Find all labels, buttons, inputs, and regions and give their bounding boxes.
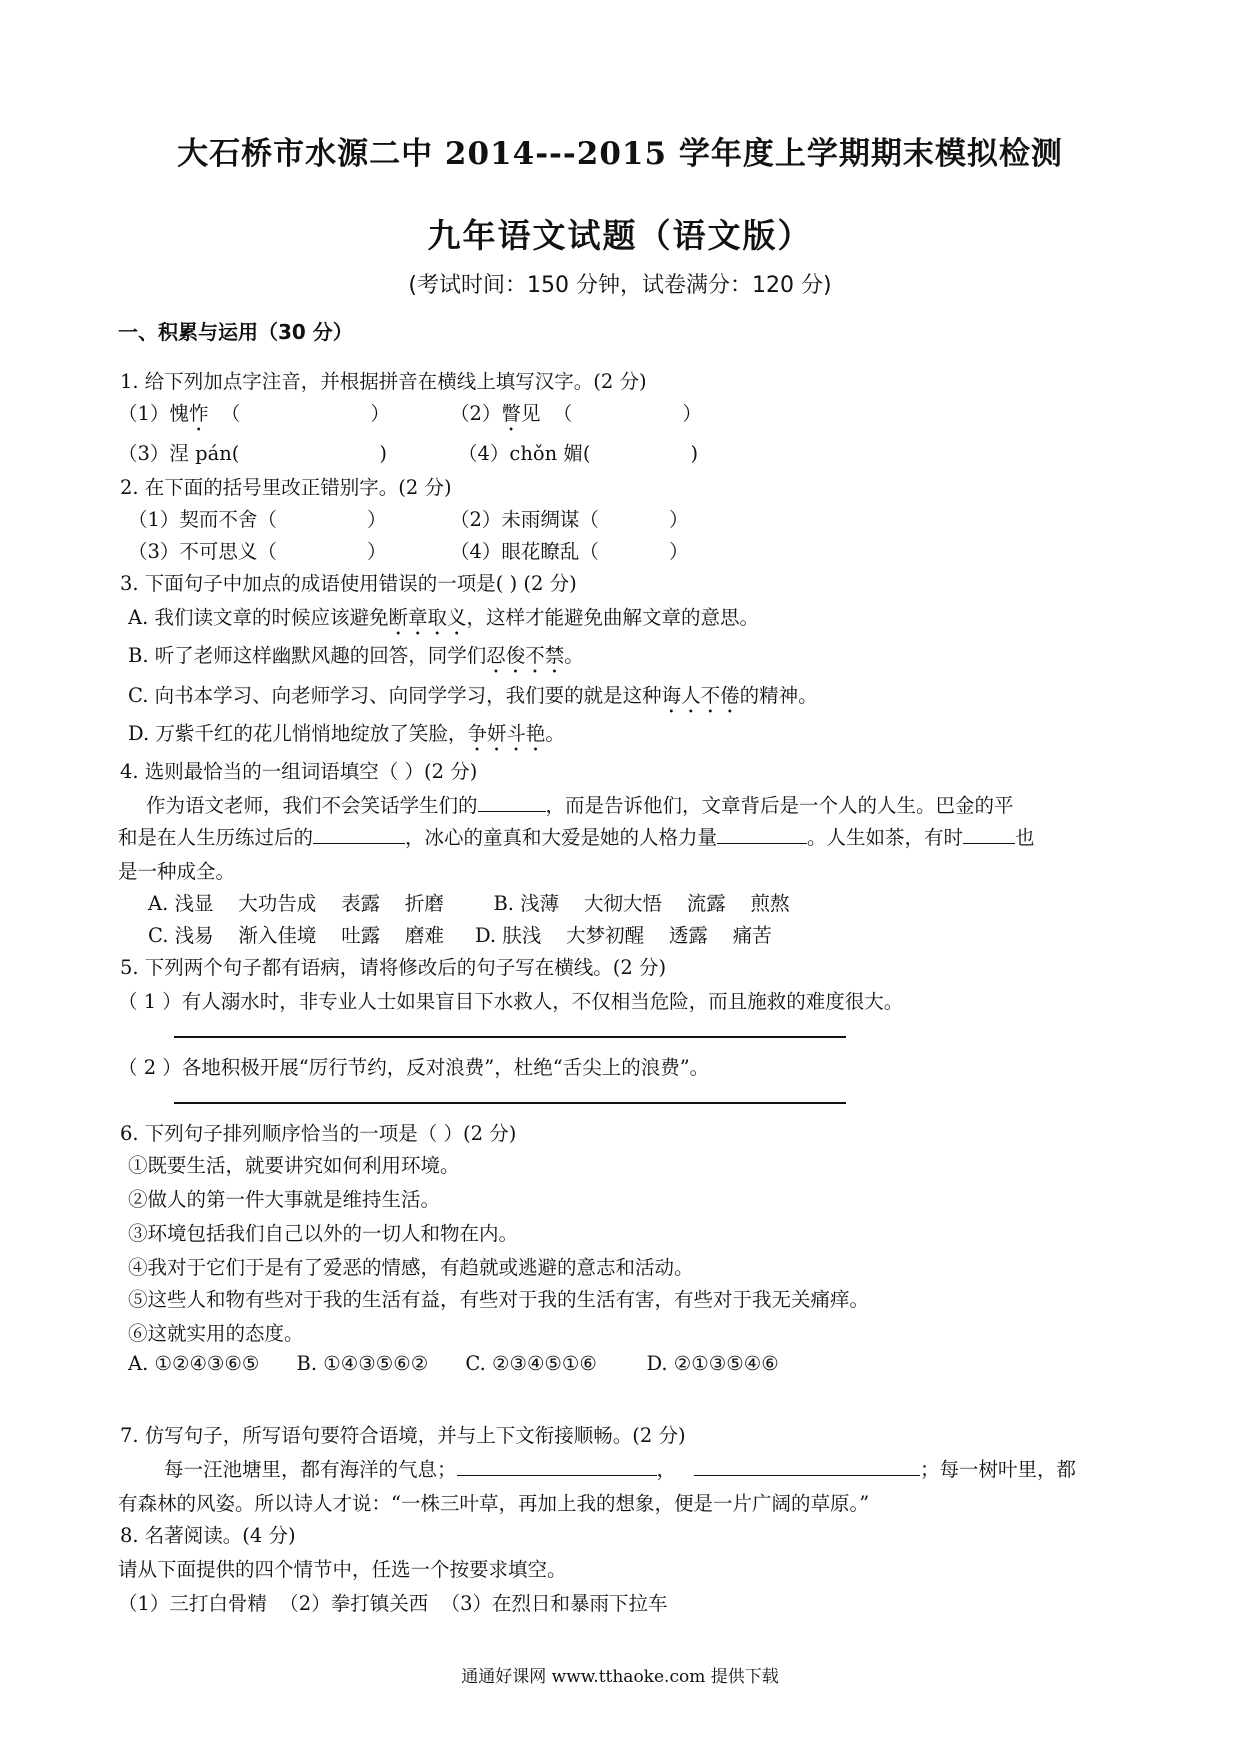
option-text: B. 听了老师这样幽默风趣的回答，同学们 bbox=[128, 644, 487, 667]
paren-close: ） bbox=[668, 540, 689, 563]
passage-text: ，而是告诉他们，文章背后是一个人的人生。巴金的平 bbox=[545, 794, 1014, 817]
item-word: 眼花瞭乱（ bbox=[501, 540, 599, 563]
option-text: ，这样才能避免曲解文章的意思。 bbox=[466, 606, 760, 629]
item-word-dotted: 瞥 bbox=[501, 402, 521, 425]
item-number: （3） bbox=[118, 442, 170, 465]
question-6-item: ⑤这些人和物有些对于我的生活有益，有些对于我的生活有害，有些对于我无关痛痒。 bbox=[128, 1288, 870, 1311]
passage-text: 。人生如茶，有时 bbox=[807, 826, 964, 849]
passage-text: 和是在人生历练过后的 bbox=[118, 826, 314, 849]
question-1-item-2 bbox=[450, 398, 702, 436]
fill-blank[interactable] bbox=[313, 825, 405, 844]
footer-download-note: 通通好课网 www.tthaoke.com 提供下载 bbox=[461, 1667, 779, 1687]
passage-text: ，冰心的童真和大爱是她的人格力量 bbox=[405, 826, 718, 849]
paren-close: ） bbox=[682, 402, 702, 425]
question-4-passage-line-3: 是一种成全。 bbox=[118, 860, 236, 883]
option-text: A. 我们读文章的时候应该避免 bbox=[128, 606, 389, 629]
exam-info: (考试时间：150 分钟，试卷满分：120 分) bbox=[408, 273, 832, 298]
section-title: 一、积累与运用（30 分） bbox=[118, 320, 353, 344]
question-4-options-row-2: C. 浅易 渐入佳境 吐露 磨难 D. 肤浅 大梦初醒 透露 痛苦 bbox=[148, 924, 772, 947]
question-3-option-d bbox=[128, 718, 565, 756]
paren-close: ） bbox=[370, 402, 390, 425]
question-1-item-4 bbox=[458, 438, 698, 466]
item-word-plain: 愧 bbox=[169, 402, 189, 425]
item-word-dotted: 怍 bbox=[188, 402, 209, 425]
fill-blank[interactable] bbox=[694, 1457, 920, 1476]
paren-open: （ bbox=[552, 402, 573, 425]
dotted-idiom: 断章取义 bbox=[388, 606, 467, 629]
passage-text: ， bbox=[656, 1458, 677, 1481]
question-7-passage-line-2: 有森林的风姿。所以诗人才说：“一株三叶草，再加上我的想象，便是一片广阔的草原。” bbox=[118, 1492, 870, 1515]
answer-line[interactable] bbox=[174, 1036, 846, 1038]
question-6-item: ⑥这就实用的态度。 bbox=[128, 1322, 304, 1345]
item-text: chǒn 媚( bbox=[509, 442, 591, 465]
paren-close: ） bbox=[366, 540, 387, 563]
question-6-item: ④我对于它们于是有了爱恶的情感，有趋就或逃避的意志和活动。 bbox=[128, 1256, 694, 1279]
fill-blank[interactable] bbox=[457, 1457, 657, 1476]
item-word-rest: 见 bbox=[520, 402, 541, 425]
question-4-stem: 4. 选则最恰当的一组词语填空（ ）(2 分) bbox=[120, 760, 478, 783]
passage-text: 作为语文老师，我们不会笑话学生们的 bbox=[146, 794, 478, 817]
fill-blank[interactable] bbox=[478, 793, 546, 812]
question-5-stem: 5. 下列两个句子都有语病，请将修改后的句子写在横线。(2 分) bbox=[120, 956, 667, 979]
question-3-option-c bbox=[128, 680, 818, 718]
question-1-item-1 bbox=[118, 398, 390, 436]
exam-header-title: 大石桥市水源二中 2014---2015 学年度上学期期末模拟检测 bbox=[177, 136, 1063, 172]
item-word: 不可思义（ bbox=[179, 540, 277, 563]
passage-text: ；每一树叶里，都 bbox=[920, 1458, 1077, 1481]
dotted-idiom: 忍俊不禁 bbox=[486, 644, 565, 667]
question-6-item: ②做人的第一件大事就是维持生活。 bbox=[128, 1188, 441, 1211]
option-text: 的精神。 bbox=[739, 684, 818, 707]
option-text: C. 向书本学习、向老师学习、向同学学习，我们要的就是这种 bbox=[128, 684, 662, 707]
question-7-stem: 7. 仿写句子，所写语句要符合语境，并与上下文衔接顺畅。(2 分) bbox=[120, 1424, 686, 1447]
dotted-idiom: 争妍斗艳 bbox=[467, 722, 546, 745]
question-2-item-2 bbox=[450, 504, 688, 532]
question-8-options: （1）三打白骨精 （2）拳打镇关西 （3）在烈日和暴雨下拉车 bbox=[118, 1592, 668, 1615]
question-4-options-row-1: A. 浅显 大功告成 表露 折磨 B. 浅薄 大彻大悟 流露 煎熬 bbox=[148, 892, 790, 915]
question-2-item-4 bbox=[450, 536, 688, 564]
item-word: 契而不舍（ bbox=[179, 508, 277, 531]
item-number: （1） bbox=[118, 402, 170, 425]
question-2-stem: 2. 在下面的括号里改正错别字。(2 分) bbox=[120, 476, 452, 499]
paren-close: ） bbox=[668, 508, 689, 531]
question-2-item-1 bbox=[128, 504, 386, 532]
question-5-sentence-1: （ 1 ）有人溺水时，非专业人士如果盲目下水救人，不仅相当危险，而且施救的难度很大。 bbox=[118, 990, 904, 1013]
question-7-passage-line-1 bbox=[164, 1454, 1076, 1482]
question-2-item-3 bbox=[128, 536, 386, 564]
passage-text: 每一汪池塘里，都有海洋的气息； bbox=[164, 1458, 457, 1481]
option-text: 。 bbox=[564, 644, 584, 667]
question-8-intro: 请从下面提供的四个情节中，任选一个按要求填空。 bbox=[118, 1558, 567, 1581]
paren-close: ) bbox=[690, 442, 699, 465]
question-8-stem: 8. 名著阅读。(4 分) bbox=[120, 1524, 296, 1547]
item-number: （1） bbox=[128, 508, 180, 531]
exam-subject-title: 九年语文试题（语文版） bbox=[427, 216, 813, 255]
item-word: 未雨绸谋（ bbox=[501, 508, 599, 531]
item-number: （2） bbox=[450, 508, 502, 531]
option-text: D. 万紫千红的花儿悄悄地绽放了笑脸， bbox=[128, 722, 468, 745]
paren-close: ） bbox=[366, 508, 387, 531]
question-4-passage-line-1 bbox=[146, 790, 1014, 818]
fill-blank[interactable] bbox=[717, 825, 807, 844]
question-3-stem: 3. 下面句子中加点的成语使用错误的一项是( ) (2 分) bbox=[120, 572, 577, 595]
question-6-options: A. ①②④③⑥⑤ B. ①④③⑤⑥② C. ②③④⑤①⑥ D. ②①③⑤④⑥ bbox=[128, 1352, 779, 1375]
fill-blank[interactable] bbox=[963, 825, 1015, 844]
paren-open: （ bbox=[220, 402, 241, 425]
paren-close: ) bbox=[379, 442, 388, 465]
question-1-item-3 bbox=[118, 438, 387, 466]
question-6-item: ③环境包括我们自己以外的一切人和物在内。 bbox=[128, 1222, 519, 1245]
question-3-option-a bbox=[128, 602, 759, 640]
question-5-sentence-2: （ 2 ）各地积极开展“厉行节约，反对浪费”，杜绝“舌尖上的浪费”。 bbox=[118, 1056, 710, 1079]
answer-line[interactable] bbox=[174, 1102, 846, 1104]
item-text: 涅 pán( bbox=[169, 442, 240, 465]
question-4-passage-line-2 bbox=[118, 822, 1035, 850]
item-number: （3） bbox=[128, 540, 180, 563]
option-text: 。 bbox=[545, 722, 565, 745]
question-6-stem: 6. 下列句子排列顺序恰当的一项是（ ）(2 分) bbox=[120, 1122, 517, 1145]
dotted-idiom: 诲人不倦 bbox=[661, 684, 740, 707]
item-number: （4） bbox=[458, 442, 510, 465]
item-number: （4） bbox=[450, 540, 502, 563]
passage-text: 也 bbox=[1015, 826, 1035, 849]
item-number: （2） bbox=[450, 402, 502, 425]
question-3-option-b bbox=[128, 640, 584, 678]
question-1-stem: 1. 给下列加点字注音，并根据拼音在横线上填写汉字。(2 分) bbox=[120, 370, 647, 393]
question-6-item: ①既要生活，就要讲究如何利用环境。 bbox=[128, 1154, 460, 1177]
